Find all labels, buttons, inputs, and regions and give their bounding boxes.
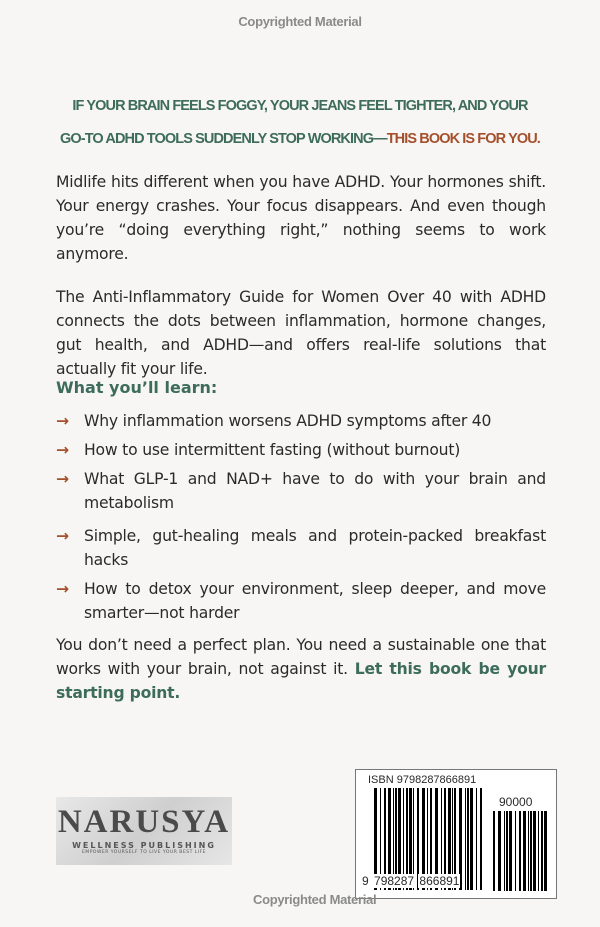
barcode-digit-prefix: 9: [362, 874, 369, 888]
publisher-name: NARUSYA: [57, 804, 231, 840]
headline-line-2-start: GO-TO ADHD TOOLS SUDDENLY STOP WORKING—: [60, 131, 387, 147]
list-item: [56, 467, 546, 515]
isbn-label: ISBN 9798287866891: [368, 774, 477, 786]
list-item-text: Simple, gut-healing meals and protein-packed breakfast hacks: [84, 527, 546, 569]
barcode-bar: [504, 811, 505, 891]
headline: [40, 90, 560, 156]
publisher-logo: [56, 797, 232, 865]
learn-list: [56, 409, 546, 630]
closing-paragraph: [56, 633, 546, 705]
barcode-bar: [544, 811, 547, 891]
barcode-bar: [528, 811, 529, 891]
arrow-right-icon: →: [56, 580, 69, 598]
barcode-digits: [361, 874, 460, 888]
price-code: 90000: [499, 795, 533, 809]
learn-heading: What you’ll learn:: [56, 378, 218, 397]
list-item-text: How to detox your environment, sleep deeper, and move smarter—not harder: [84, 580, 546, 622]
price-barcode-bars: [493, 811, 547, 891]
publisher-tagline: EMPOWER YOURSELF TO LIVE YOUR BEST LIFE: [81, 850, 207, 855]
description-paragraph: The Anti-Inflammatory Guide for Women Over 40 with ADHD connects the dots between inflammation, hormone changes, gut health, and ADHD—and offers real-life solutions that actually fit your life.: [56, 288, 546, 378]
list-item-text: Why inflammation worsens ADHD symptoms after 40: [84, 412, 492, 430]
arrow-right-icon: →: [56, 470, 69, 488]
headline-line-2: [40, 123, 560, 156]
barcode-bar: [467, 788, 469, 890]
barcode-bar: [523, 811, 526, 891]
barcode-bar: [480, 788, 482, 890]
copyright-notice-top: Copyrighted Material: [238, 14, 362, 29]
list-item: [56, 438, 546, 462]
headline-line-1: IF YOUR BRAIN FEELS FOGGY, YOUR JEANS FEEL TIGHTER, AND YOUR: [72, 98, 528, 114]
list-item-text: What GLP-1 and NAD+ have to do with your brain and metabolism: [84, 470, 546, 512]
headline-highlight: THIS BOOK IS FOR YOU.: [386, 131, 540, 147]
barcode-bar: [476, 788, 477, 890]
list-item: [56, 577, 546, 625]
barcode-bar: [506, 811, 508, 891]
closing-highlight: Let this book be your starting point.: [56, 660, 546, 702]
barcode-bar: [493, 811, 495, 891]
publisher-line: WELLNESS PUBLISHING: [72, 841, 216, 850]
closing-text: You don’t need a perfect plan. You need a sustainable one that works with your brain, not against it.: [56, 636, 546, 678]
barcode-bar: [533, 811, 536, 891]
arrow-right-icon: →: [56, 412, 69, 430]
intro-paragraph: Midlife hits different when you have ADHD. Your hormones shift. Your energy crashes. Your focus disappears. And even though you’re “doing everything right,” nothing seems to work anymore.: [56, 173, 546, 263]
isbn-barcode: [355, 769, 557, 899]
barcode-bar: [509, 811, 512, 891]
barcode-digits-right: 866891: [419, 874, 460, 888]
barcode-digits-left: 798287: [374, 874, 415, 888]
barcode-bar: [470, 788, 473, 890]
list-item: [56, 409, 546, 433]
list-item: [56, 524, 546, 572]
barcode-bar: [538, 811, 539, 891]
barcode-bar: [465, 788, 466, 890]
barcode-bar: [515, 811, 516, 891]
arrow-right-icon: →: [56, 441, 69, 459]
list-item-text: How to use intermittent fasting (without burnout): [84, 441, 461, 459]
barcode-bar: [519, 811, 521, 891]
barcode-bar: [541, 811, 543, 891]
arrow-right-icon: →: [56, 527, 69, 545]
barcode-bar: [498, 811, 501, 891]
barcode-bar: [530, 811, 532, 891]
copyright-notice-bottom: Copyrighted Material: [253, 892, 377, 907]
